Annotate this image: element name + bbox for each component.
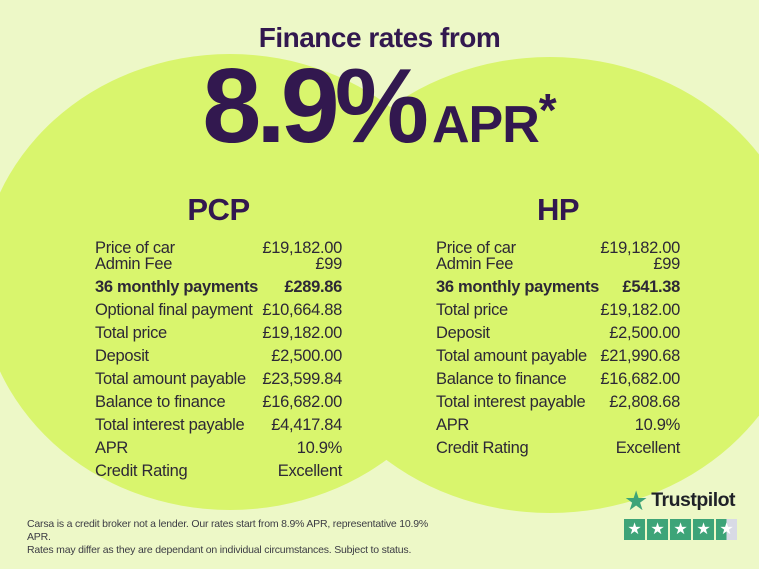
- table-row: [95, 256, 342, 272]
- row-label: Admin Fee: [95, 255, 173, 273]
- row-value: £289.86: [284, 278, 342, 296]
- trustpilot-logo-row: [624, 485, 744, 516]
- row-label: Total interest payable: [95, 416, 245, 434]
- row-label: Balance to finance: [436, 370, 567, 388]
- rating-star-icon: [624, 519, 645, 540]
- row-label: 36 monthly payments: [436, 278, 600, 296]
- page-title: Finance rates from: [258, 22, 501, 53]
- pcp-finance-table: [95, 240, 342, 479]
- table-row: [436, 394, 680, 410]
- rate-value: 8.9%: [202, 47, 424, 165]
- row-label: 36 monthly payments: [95, 278, 259, 296]
- table-row: [436, 417, 680, 433]
- row-value: £19,182.00: [262, 324, 342, 342]
- table-row: [436, 279, 680, 295]
- row-value: £19,182.00: [262, 239, 342, 257]
- pcp-column-header: PCP: [187, 192, 250, 227]
- table-row: [95, 417, 342, 433]
- table-row: [95, 279, 342, 295]
- row-value: £99: [315, 255, 342, 273]
- row-label: Price of car: [436, 239, 516, 257]
- table-row: [95, 348, 342, 364]
- row-value: 10.9%: [634, 416, 680, 434]
- headline-rate: [0, 47, 759, 165]
- rating-star-icon: [693, 519, 714, 540]
- row-label: Admin Fee: [436, 255, 514, 273]
- row-value: £23,599.84: [262, 370, 342, 388]
- table-row: [95, 240, 342, 256]
- row-label: APR: [436, 416, 470, 434]
- disclaimer-line: Rates may differ as they are dependant on individual circumstances. Subject to status.: [27, 544, 412, 556]
- table-row: [436, 256, 680, 272]
- star-glyph: ★: [627, 521, 642, 538]
- table-row: [95, 325, 342, 341]
- star-glyph: ★: [650, 521, 665, 538]
- table-row: [95, 394, 342, 410]
- row-label: Total interest payable: [436, 393, 586, 411]
- hp-finance-table: [436, 240, 680, 456]
- table-row: [436, 240, 680, 256]
- table-row: [436, 325, 680, 341]
- table-row: [95, 463, 342, 479]
- star-glyph: ★: [696, 521, 711, 538]
- row-label: Deposit: [436, 324, 490, 342]
- table-row: [436, 348, 680, 364]
- trustpilot-badge: [624, 485, 744, 540]
- row-label: Balance to finance: [95, 393, 226, 411]
- rate-unit: APR: [431, 96, 539, 154]
- row-label: Deposit: [95, 347, 149, 365]
- legal-disclaimer: [27, 518, 447, 557]
- table-row: [436, 440, 680, 456]
- row-label: Optional final payment: [95, 301, 253, 319]
- row-label: Price of car: [95, 239, 175, 257]
- table-row: [436, 302, 680, 318]
- star-glyph: ★: [673, 521, 688, 538]
- row-value: £541.38: [622, 278, 680, 296]
- row-value: £10,664.88: [262, 301, 342, 319]
- trustpilot-star-icon: ★: [624, 485, 649, 516]
- row-value: £16,682.00: [262, 393, 342, 411]
- row-value: £99: [653, 255, 680, 273]
- rating-star-icon: [716, 519, 737, 540]
- trustpilot-wordmark: Trustpilot: [651, 489, 736, 511]
- row-value: £4,417.84: [271, 416, 342, 434]
- row-value: £2,500.00: [271, 347, 342, 365]
- row-value: 10.9%: [296, 439, 342, 457]
- row-value: £19,182.00: [600, 239, 680, 257]
- table-row: [95, 371, 342, 387]
- row-label: Total price: [95, 324, 167, 342]
- table-row: [95, 302, 342, 318]
- row-value: £21,990.68: [600, 347, 680, 365]
- hp-column-header: HP: [536, 192, 580, 227]
- table-row: [436, 371, 680, 387]
- rate-asterisk: *: [538, 84, 557, 136]
- disclaimer-line: Carsa is a credit broker not a lender. Our rates start from 8.9% APR, representative 10.9% APR.: [27, 518, 429, 543]
- row-value: £2,808.68: [609, 393, 680, 411]
- row-value: Excellent: [615, 439, 680, 457]
- row-label: Credit Rating: [95, 462, 188, 480]
- row-label: Total price: [436, 301, 508, 319]
- rating-star-icon: [647, 519, 668, 540]
- row-value: Excellent: [277, 462, 342, 480]
- row-label: APR: [95, 439, 129, 457]
- rating-star-icon: [670, 519, 691, 540]
- row-label: Total amount payable: [95, 370, 246, 388]
- trustpilot-rating-stars: [624, 519, 744, 540]
- row-value: £2,500.00: [609, 324, 680, 342]
- star-glyph: ★: [719, 521, 734, 538]
- table-row: [95, 440, 342, 456]
- row-label: Total amount payable: [436, 347, 587, 365]
- row-value: £19,182.00: [600, 301, 680, 319]
- row-value: £16,682.00: [600, 370, 680, 388]
- row-label: Credit Rating: [436, 439, 529, 457]
